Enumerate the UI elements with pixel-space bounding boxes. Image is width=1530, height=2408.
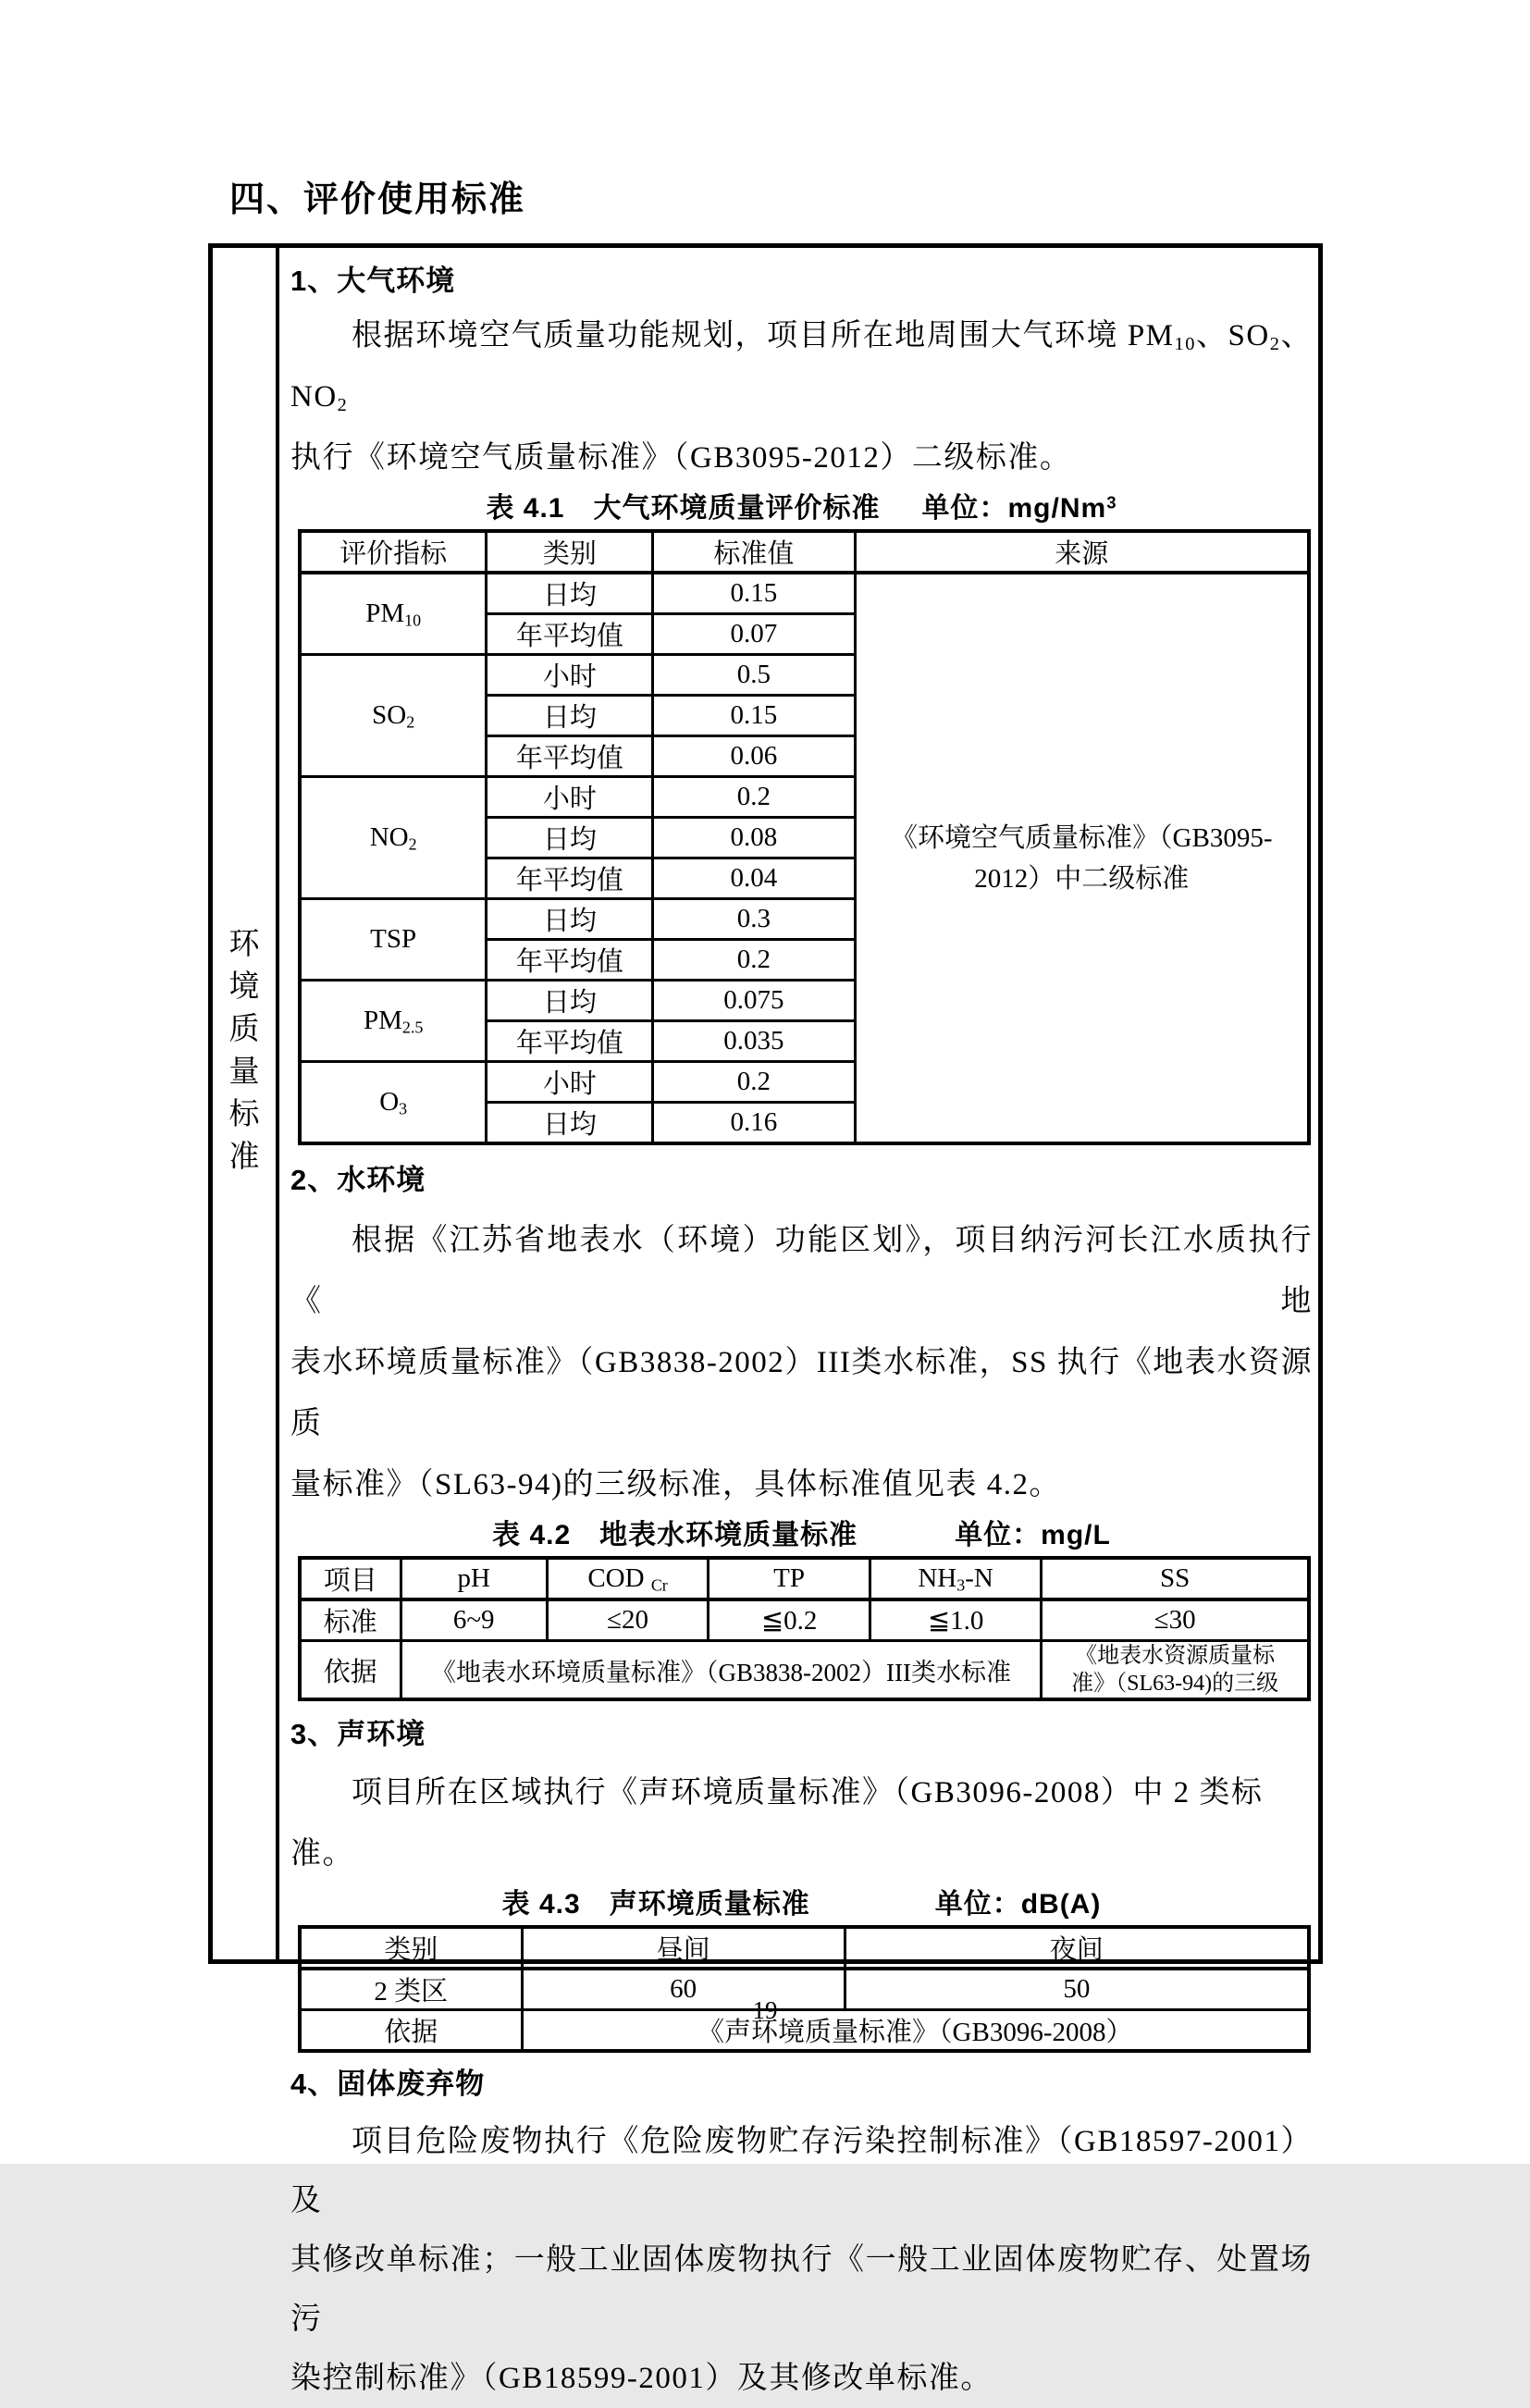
sidebar-vertical-label: 环境质量标准 <box>228 928 260 1174</box>
section-noise-paragraph <box>290 1762 1313 1884</box>
paragraph-line: 执行《环境空气质量标准》（GB3095-2012）二级标准。 <box>290 441 1072 475</box>
section-air-heading: 1、大气环境 <box>290 265 456 297</box>
table-cell: 60 <box>522 1969 845 2010</box>
header-standard-value: 标准值 <box>653 531 855 573</box>
header-ss: SS <box>1042 1558 1309 1599</box>
table-cell: 0.15 <box>653 696 855 736</box>
table-cell: 日均 <box>487 573 653 614</box>
page-number: 19 <box>752 1996 778 2024</box>
header-nighttime: 夜间 <box>845 1927 1309 1969</box>
table-cell: 0.2 <box>653 1062 855 1103</box>
table-cell: 日均 <box>487 1103 653 1144</box>
table-noise-caption-title: 表 4.3 声环境质量标准 <box>501 1889 810 1920</box>
table-cell: 年平均值 <box>487 1021 653 1062</box>
table-cell: ≦0.2 <box>709 1599 870 1641</box>
paragraph-line: 项目危险废物执行《危险废物贮存污染控制标准》（GB18597-2001）及 <box>290 2125 1313 2217</box>
table-cell: 日均 <box>487 818 653 858</box>
table-cell: 0.035 <box>653 1021 855 1062</box>
source-cell: 《环境空气质量标准》（GB3095- 2012）中二级标准 <box>855 573 1309 1143</box>
section-water-paragraph <box>290 1210 1313 1515</box>
header-category: 类别 <box>487 531 653 573</box>
pollutant-pm25: $PM_{2.5}$ <box>300 981 487 1062</box>
header-daytime: 昼间 <box>522 1927 845 1969</box>
basis-main-cell: 《地表水环境质量标准》（GB3838-2002）III类水标准 <box>401 1641 1042 1700</box>
table-noise-caption <box>290 1884 1313 1925</box>
table-cell: 0.2 <box>653 940 855 981</box>
table-cell: 年平均值 <box>487 736 653 777</box>
header-source: 来源 <box>855 531 1309 573</box>
table-water-caption <box>290 1515 1313 1556</box>
table-air-caption-title: 表 4.1 大气环境质量评价标准 <box>486 493 881 524</box>
header-category: 类别 <box>300 1927 522 1969</box>
header-nh3n: $NH_3-N$ <box>870 1558 1041 1599</box>
table-cell: 2 类区 <box>300 1969 522 2010</box>
table-cell: 0.04 <box>653 858 855 899</box>
table-cell: 小时 <box>487 777 653 818</box>
table-cell: 小时 <box>487 1062 653 1103</box>
basis-label: 依据 <box>300 2010 522 2052</box>
section-air-paragraph <box>290 305 1313 488</box>
table-row <box>300 573 1309 614</box>
paragraph-line: 项目所在区域执行《声环境质量标准》（GB3096-2008）中 2 类标准。 <box>290 1776 1264 1871</box>
page-title: 四、评价使用标准 <box>229 180 526 219</box>
table-cell: 年平均值 <box>487 940 653 981</box>
section-solid-paragraph <box>290 2112 1313 2408</box>
table-cell: 0.075 <box>653 981 855 1021</box>
table-header-row <box>300 1558 1309 1599</box>
table-cell: 年平均值 <box>487 614 653 655</box>
table-cell: 0.06 <box>653 736 855 777</box>
table-cell: 50 <box>845 1969 1309 2010</box>
table-cell: ≤30 <box>1042 1599 1309 1641</box>
table-water-caption-unit: 单位：mg/L <box>955 1520 1111 1550</box>
standard-label: 标准 <box>300 1599 401 1641</box>
air-quality-table <box>298 529 1311 1145</box>
table-cell: ≤20 <box>547 1599 709 1641</box>
basis-ss-cell: 《地表水资源质量标 准》（SL63-94)的三级 <box>1042 1641 1309 1700</box>
table-cell: 日均 <box>487 981 653 1021</box>
basis-cell: 《声环境质量标准》（GB3096-2008） <box>522 2010 1309 2052</box>
section-water-heading: 2、水环境 <box>290 1164 426 1196</box>
table-cell: ≦1.0 <box>870 1599 1041 1641</box>
table-cell: 0.15 <box>653 573 855 614</box>
paragraph-line: 量标准》（SL63-94)的三级标准，具体标准值见表 4.2。 <box>290 1468 1061 1501</box>
pollutant-tsp: TSP <box>300 899 487 981</box>
table-cell: 0.07 <box>653 614 855 655</box>
table-header-row <box>300 1927 1309 1969</box>
section-solid <box>290 2064 1313 2408</box>
table-cell: 小时 <box>487 655 653 696</box>
table-header-row <box>300 531 1309 573</box>
table-cell: 0.5 <box>653 655 855 696</box>
section-solid-heading: 4、固体废弃物 <box>290 2068 486 2100</box>
table-air-caption-unit: 单位：mg/Nm$^3$ <box>921 492 1117 524</box>
header-ph: pH <box>401 1558 547 1599</box>
sidebar <box>213 248 279 1959</box>
table-cell: 年平均值 <box>487 858 653 899</box>
paragraph-line: 其修改单标准；一般工业固体废物执行《一般工业固体废物贮存、处置场污 <box>290 2243 1313 2336</box>
header-indicator: 评价指标 <box>300 531 487 573</box>
table-cell: 0.08 <box>653 818 855 858</box>
paragraph-line: 根据《江苏省地表水（环境）功能区划》，项目纳污河长江水质执行《地 <box>290 1224 1313 1318</box>
table-noise-caption-unit: 单位：dB(A) <box>934 1889 1102 1920</box>
table-cell: 0.3 <box>653 899 855 940</box>
pollutant-o3: $O_3$ <box>300 1062 487 1144</box>
table-cell: 日均 <box>487 899 653 940</box>
table-row <box>300 1599 1309 1641</box>
table-water-caption-title: 表 4.2 地表水环境质量标准 <box>492 1520 858 1550</box>
pollutant-pm10: $PM_{10}$ <box>300 573 487 655</box>
header-tp: TP <box>709 1558 870 1599</box>
pollutant-so2: $SO_2$ <box>300 655 487 777</box>
pollutant-no2: $NO_2$ <box>300 777 487 899</box>
paragraph-line: 染控制标准》（GB18599-2001）及其修改单标准。 <box>290 2362 993 2395</box>
surface-water-table <box>298 1556 1311 1701</box>
table-cell: 6~9 <box>401 1599 547 1641</box>
header-codcr: COD $_{Cr}$ <box>547 1558 709 1599</box>
table-cell: 日均 <box>487 696 653 736</box>
basis-label: 依据 <box>300 1641 401 1700</box>
table-row <box>300 1641 1309 1700</box>
paragraph-line: 根据环境空气质量功能规划，项目所在地周围大气环境 $PM_{10}$、$SO_2$、$NO_2$ <box>290 319 1314 416</box>
table-cell: 0.2 <box>653 777 855 818</box>
table-cell: 0.16 <box>653 1103 855 1144</box>
noise-table <box>298 1925 1311 2053</box>
header-item: 项目 <box>300 1558 401 1599</box>
section-noise-heading: 3、声环境 <box>290 1718 426 1750</box>
paragraph-line: 表水环境质量标准》（GB3838-2002）III类水标准，SS 执行《地表水资源质 <box>290 1346 1313 1440</box>
table-air-caption <box>290 488 1313 529</box>
